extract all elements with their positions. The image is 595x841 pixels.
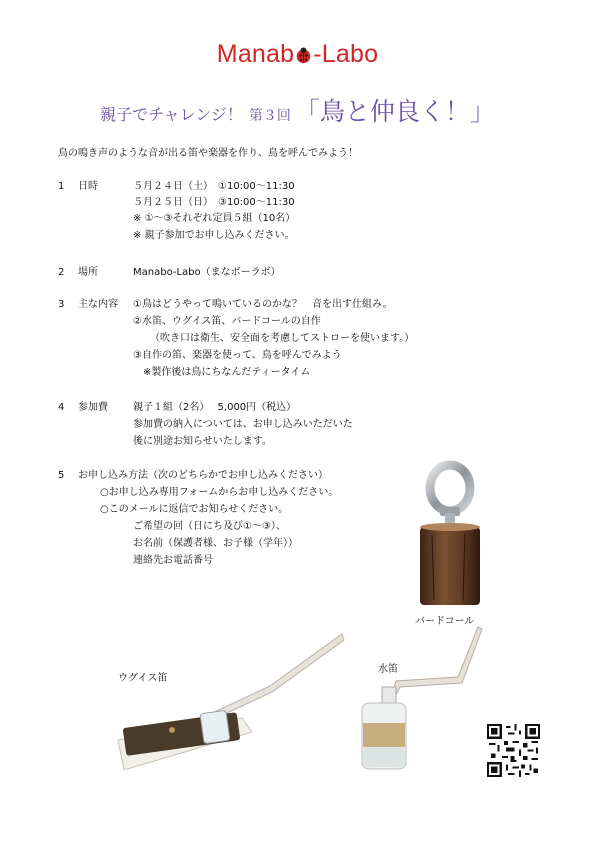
bird-call-photo [410,455,490,610]
page-title [0,92,595,128]
section-2-number: 2 [58,267,65,278]
section-5-line: ご希望の回（日にち及び①〜③）、 [133,521,286,532]
uguisu-whistle-photo [112,630,352,775]
section-5-line: お名前（保護者様、お子様（学年）） [133,538,298,549]
section-2-label: 場所 [78,267,98,278]
section-3-line: ②水笛、ウグイス笛、バードコールの自作 [133,316,321,327]
section-1-line: ※ ①〜③それぞれ定員５組（10名） [133,213,296,224]
section-5-line: ○このメールに返信でお知らせください。 [100,504,289,515]
title-episode: 第３回 [248,108,291,124]
section-5-line: 連絡先お電話番号 [133,555,213,566]
section-3-line: ※製作後は鳥にちなんだティータイム [143,367,311,378]
section-1-label: 日時 [78,181,98,192]
section-3-number: 3 [58,299,65,310]
title-lead: 親子でチャレンジ！ [100,105,243,124]
qr-code [487,724,540,777]
section-1-line: ※ 親子参加でお申し込みください。 [133,230,295,241]
section-4-label: 参加費 [78,402,108,413]
section-5-line: ○お申し込み専用フォームからお申し込みください。 [100,487,339,498]
section-1-number: 1 [58,181,65,192]
section-3-line: （吹き口は衛生、安全面を考慮してストローを使います。） [150,333,415,344]
section-4-line: 後に別途お知らせいたします。 [133,436,272,447]
section-4-number: 4 [58,402,65,413]
title-main: 「鳥と仲良く！」 [294,97,495,126]
section-3-line: ③自作の笛、楽器を使って、鳥を呼んでみよう [133,350,342,361]
section-5-number: 5 [58,470,65,481]
uguisu-whistle-caption: ウグイス笛 [118,673,168,684]
section-5-label: お申し込み方法（次のどちらかでお申し込みください） [78,470,328,481]
water-whistle-caption: 水笛 [378,664,398,675]
ladybug-icon [295,47,312,64]
logo-text-right: -Labo [313,40,379,68]
bird-call-caption: バードコール [415,616,475,627]
section-4-line: 親子１組（2名） 5,000円（税込） [133,402,297,413]
section-1-line: ５月２４日（土） ①10:00〜11:30 [133,181,295,192]
logo [0,40,595,69]
logo-text-left: Manab [216,40,295,68]
section-1-line: ５月２５日（日） ③10:00〜11:30 [133,197,295,208]
section-3-label: 主な内容 [78,299,118,310]
section-4-line: 参加費の納入については、お申し込みいただいた [133,419,353,430]
section-3-line: ①鳥はどうやって鳴いているのかな？ 音を出す仕組み。 [133,299,393,310]
section-2-value: Manabo-Labo（まなボーラボ） [133,267,281,278]
water-whistle-photo [350,625,490,775]
intro-text: 鳥の鳴き声のような音が出る笛や楽器を作り、鳥を呼んでみよう！ [58,148,358,159]
